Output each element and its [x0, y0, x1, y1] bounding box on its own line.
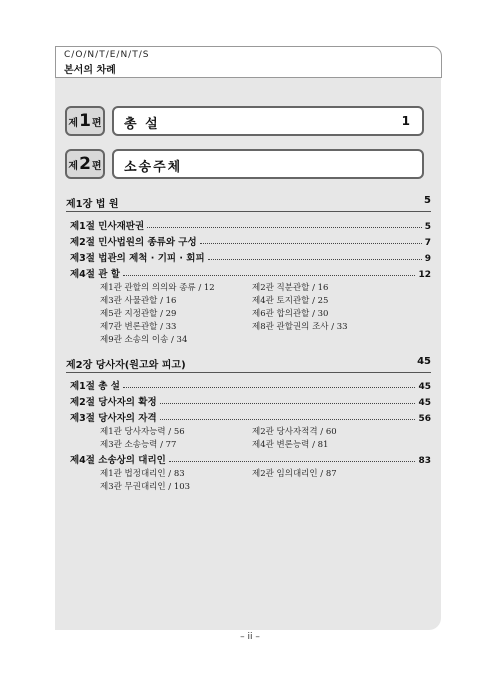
section-page: 83	[418, 456, 431, 466]
section-entry	[70, 234, 431, 248]
subsection-entry: 제8관 관할권의 조사 / 33	[252, 322, 348, 332]
section-title: 제1절 민사재판권	[70, 221, 145, 232]
section-page: 56	[418, 414, 431, 424]
part-badge	[65, 106, 105, 136]
subsection-entry: 제2관 직분관할 / 16	[252, 283, 329, 293]
contents-label: C/O/N/T/E/N/T/S	[64, 50, 150, 60]
dot-leader	[160, 403, 416, 404]
page-number: – ii –	[240, 632, 260, 642]
dot-leader	[200, 243, 422, 244]
part-badge	[65, 149, 105, 179]
part-suffix: 편	[91, 160, 102, 172]
subsection-entry: 제3관 소송능력 / 77	[100, 440, 177, 450]
dot-leader	[169, 461, 416, 462]
section-entry	[70, 266, 431, 280]
subsection-entry: 제1관 관할의 의의와 종류 / 12	[100, 283, 215, 293]
part-title: 소송주체	[124, 160, 183, 175]
section-page: 12	[418, 270, 431, 280]
subsection-entry: 제3관 무권대리인 / 103	[100, 482, 191, 492]
section-entry	[70, 218, 431, 232]
section-title: 제3절 당사자의 자격	[70, 413, 157, 424]
section-entry	[70, 452, 431, 466]
subsection-entry: 제7관 변론관할 / 33	[100, 322, 177, 332]
dot-leader	[160, 419, 416, 420]
section-entry	[70, 378, 431, 392]
section-entry	[70, 250, 431, 264]
subsection-entry: 제3관 사물관할 / 16	[100, 296, 177, 306]
part-title-bar	[112, 149, 424, 179]
dot-leader	[123, 275, 416, 276]
section-title: 제4절 소송상의 대리인	[70, 455, 166, 466]
part-prefix: 제	[68, 160, 79, 172]
dot-leader	[208, 259, 422, 260]
subsection-entry: 제2관 당사자적격 / 60	[252, 427, 337, 437]
section-title: 제4절 관 할	[70, 269, 120, 280]
section-page: 45	[418, 382, 431, 392]
part-number: 1	[79, 111, 91, 131]
section-page: 5	[424, 222, 431, 232]
subsection-entry: 제9관 소송의 이송 / 34	[100, 335, 188, 345]
section-title: 제2절 민사법원의 종류와 구성	[70, 237, 197, 248]
part-title-bar	[112, 106, 424, 136]
chapter-page: 5	[424, 195, 431, 206]
section-page: 9	[424, 254, 431, 264]
chapter-heading	[66, 195, 431, 212]
subsection-entry: 제2관 임의대리인 / 87	[252, 469, 337, 479]
section-title: 제1절 총 설	[70, 381, 120, 392]
section-page: 7	[424, 238, 431, 248]
part-suffix: 편	[91, 117, 102, 129]
part-page: 1	[401, 114, 410, 128]
subsection-entry: 제1관 당사자능력 / 56	[100, 427, 185, 437]
chapter-page: 45	[417, 356, 431, 367]
subsection-entry: 제6관 합의관할 / 30	[252, 309, 329, 319]
part-number: 2	[79, 154, 91, 174]
subsection-entry: 제4관 변론능력 / 81	[252, 440, 329, 450]
section-entry	[70, 410, 431, 424]
subsection-entry: 제4관 토지관할 / 25	[252, 296, 329, 306]
section-title: 제2절 당사자의 확정	[70, 397, 157, 408]
section-entry	[70, 394, 431, 408]
chapter-title: 제2장 당사자(원고와 피고)	[66, 360, 186, 371]
section-page: 45	[418, 398, 431, 408]
section-title: 제3절 법관의 제척 · 기피 · 회피	[70, 253, 205, 264]
dot-leader	[123, 387, 416, 388]
dot-leader	[147, 227, 422, 228]
page-title: 본서의 차례	[64, 65, 116, 76]
subsection-entry: 제1관 법정대리인 / 83	[100, 469, 185, 479]
subsection-entry: 제5관 지정관할 / 29	[100, 309, 177, 319]
part-title: 총 설	[124, 117, 160, 132]
part-prefix: 제	[68, 117, 79, 129]
chapter-title: 제1장 법 원	[66, 199, 119, 210]
chapter-heading	[66, 356, 431, 373]
